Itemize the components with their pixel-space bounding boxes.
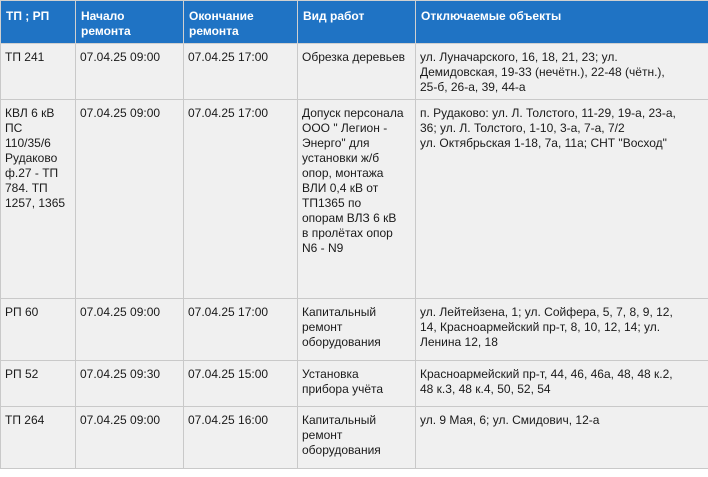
cell-work: Капитальный ремонт оборудования [298,299,416,361]
cell-objects: ул. Лейтейзена, 1; ул. Сойфера, 5, 7, 8, 9, 12, 14, Красноармейский пр-т, 8, 10, 12, 14; ул. Ленина 12, 18 [416,299,708,361]
header-tp: ТП ; РП [1,1,76,44]
cell-work: Капитальный ремонт оборудования [298,407,416,469]
header-objects: Отключаемые объекты [416,1,708,44]
cell-objects: Красноармейский пр-т, 44, 46, 46а, 48, 48 к.2, 48 к.3, 48 к.4, 50, 52, 54 [416,361,708,407]
cell-start: 07.04.25 09:00 [76,100,184,299]
cell-tp: КВЛ 6 кВ ПС 110/35/6 Рудаково ф.27 - ТП 784. ТП 1257, 1365 [1,100,76,299]
cell-work: Допуск персонала ООО " Легион - Энерго" для установки ж/б опор, монтажа ВЛИ 0,4 кВ от ТП1365 по опорам ВЛЗ 6 кВ в пролётах опор N6 - N9 [298,100,416,299]
table-row [1,100,708,299]
cell-objects: ул. 9 Мая, 6; ул. Смидович, 12-а [416,407,708,469]
cell-end: 07.04.25 15:00 [184,361,298,407]
cell-tp: ТП 241 [1,44,76,100]
cell-tp: ТП 264 [1,407,76,469]
header-row [1,1,708,44]
cell-start: 07.04.25 09:00 [76,299,184,361]
cell-end: 07.04.25 17:00 [184,299,298,361]
table-row [1,361,708,407]
header-work: Вид работ [298,1,416,44]
cell-end: 07.04.25 17:00 [184,44,298,100]
cell-objects: п. Рудаково: ул. Л. Толстого, 11-29, 19-а, 23-а, 36; ул. Л. Толстого, 1-10, 3-а, 7-а, 7/2 ул. Октябрьская 1-18, 7а, 11а; СНТ "Восход" [416,100,708,299]
cell-end: 07.04.25 17:00 [184,100,298,299]
cell-end: 07.04.25 16:00 [184,407,298,469]
cell-tp: РП 52 [1,361,76,407]
cell-objects: ул. Луначарского, 16, 18, 21, 23; ул. Демидовская, 19-33 (нечётн.), 22-48 (чётн.), 25-б, 26-а, 39, 44-а [416,44,708,100]
cell-start: 07.04.25 09:30 [76,361,184,407]
cell-start: 07.04.25 09:00 [76,44,184,100]
cell-tp: РП 60 [1,299,76,361]
header-end: Окончание ремонта [184,1,298,44]
header-start: Начало ремонта [76,1,184,44]
cell-work: Установка прибора учёта [298,361,416,407]
table-row [1,44,708,100]
cell-start: 07.04.25 09:00 [76,407,184,469]
table-row [1,299,708,361]
table-row [1,407,708,469]
cell-work: Обрезка деревьев [298,44,416,100]
